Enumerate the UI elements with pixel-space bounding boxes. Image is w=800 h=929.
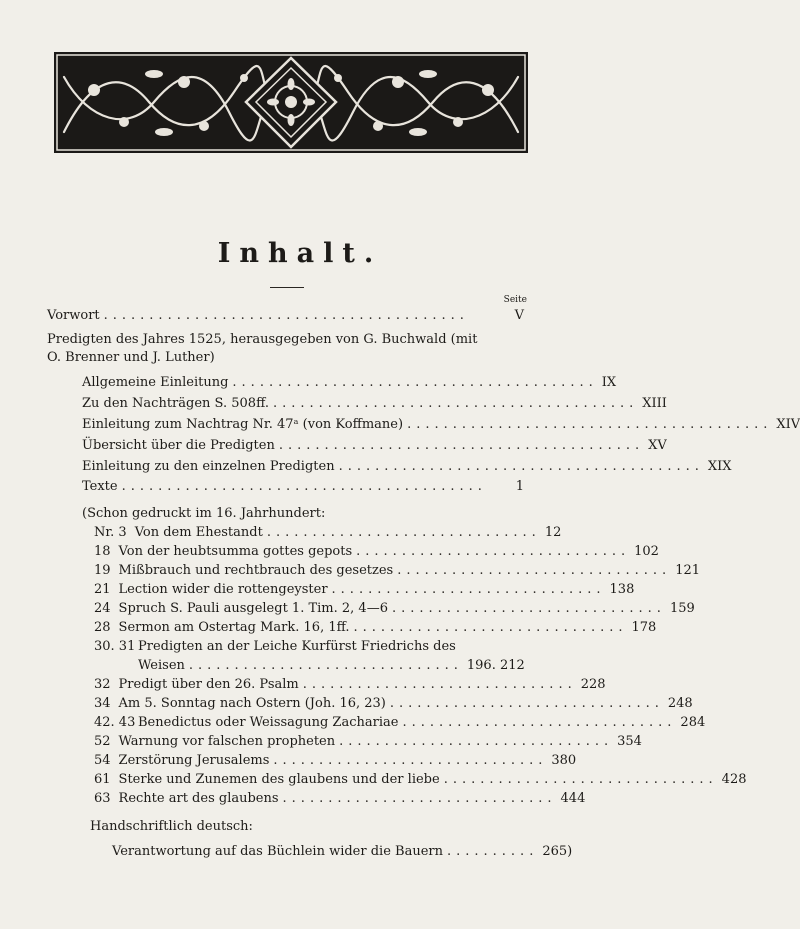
manuscript-entry: Verantwortung auf das Büchlein wider die Bauern .......... 265): [112, 844, 573, 859]
toc-entry: Vorwort ........................................ V: [47, 308, 524, 323]
sermon-entry: Nr. 3 Von dem Ehestandt .............................. 12: [94, 525, 562, 540]
sermon-entry-continued: Weisen .............................. 196. 212: [138, 658, 525, 673]
toc-entry: Allgemeine Einleitung ........................................ IX: [82, 375, 617, 390]
sermon-entry: 61 Sterke und Zunemen des glaubens und der liebe .............................. 428: [94, 772, 747, 787]
sermon-entry: 52 Warnung vor falschen propheten .............................. 354: [94, 734, 642, 749]
sermon-entry: 18 Von der heubtsumma gottes gepots .............................. 102: [94, 544, 659, 559]
sermon-entry: 42. 43 Benedictus oder Weissagung Zachariae .............................. 284: [94, 715, 706, 730]
sermon-entry: 24 Spruch S. Pauli ausgelegt 1. Tim. 2, 4—6 .............................. 159: [94, 601, 695, 616]
seite-column-label: Seite: [503, 295, 527, 305]
sermon-entry: 19 Mißbrauch und rechtbrauch des gesetzes .............................. 121: [94, 563, 701, 578]
toc-entry-continued: O. Brenner und J. Luther): [47, 350, 215, 365]
toc-entry: Übersicht über die Predigten ........................................ XV: [82, 438, 667, 453]
printed-section-heading: (Schon gedruckt im 16. Jahrhundert:: [82, 506, 326, 521]
ornamental-header-band: [54, 52, 528, 153]
sermon-entry: 34 Am 5. Sonntag nach Ostern (Joh. 16, 23) .............................. 248: [94, 696, 693, 711]
sermon-entry: 63 Rechte art des glaubens .............................. 444: [94, 791, 586, 806]
toc-entry: Texte ........................................ 1: [82, 479, 524, 494]
sermon-entry: 54 Zerstörung Jerusalems .............................. 380: [94, 753, 577, 768]
toc-entry: Einleitung zum Nachtrag Nr. 47ᵃ (von Koffmane) ........................................ XIV: [82, 417, 800, 432]
sermon-entry: 30. 31 Predigten an der Leiche Kurfürst Friedrichs des: [94, 639, 456, 654]
toc-entry: Einleitung zu den einzelnen Predigten ........................................ XIX: [82, 459, 732, 474]
toc-entry: Zu den Nachträgen S. 508ff. ........................................ XIII: [82, 396, 667, 411]
toc-entry: Predigten des Jahres 1525, herausgegeben von G. Buchwald (mit: [47, 332, 478, 347]
sermon-entry: 28 Sermon am Ostertag Mark. 16, 1ff. .............................. 178: [94, 620, 657, 635]
title-divider: [270, 287, 304, 288]
page-title: Inhalt.: [217, 238, 383, 269]
sermon-entry: 21 Lection wider die rottengeyster .............................. 138: [94, 582, 635, 597]
sermon-entry: 32 Predigt über den 26. Psalm .............................. 228: [94, 677, 606, 692]
manuscript-section-heading: Handschriftlich deutsch:: [90, 819, 253, 834]
